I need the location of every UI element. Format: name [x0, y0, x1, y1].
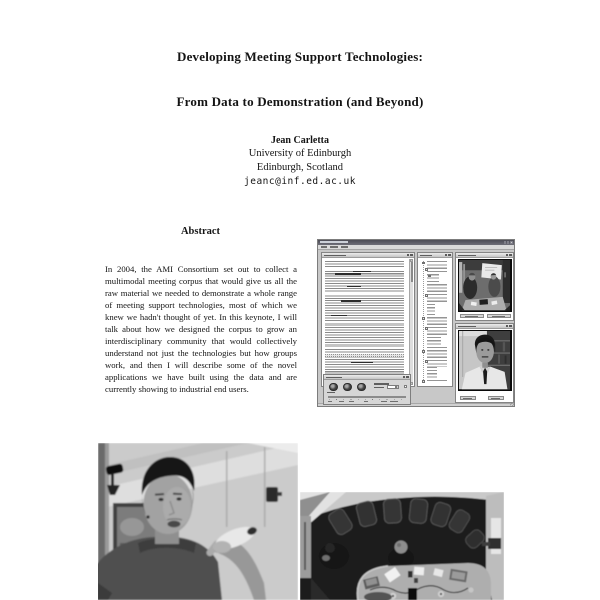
scrollbar-thumb	[411, 262, 413, 282]
tree-panel-header	[418, 253, 452, 258]
edit-icon	[509, 254, 511, 256]
abstract-body: In 2004, the AMI Consortium set out to collect a multimodal meeting corpus that would give us all the raw material we needed to demonstrate a whole range of meeting support technologies, most of which we knew we hadn't thought of yet. In this keynote, I will talk about how we designed the corpus to grow an interdisciplinary community that would collectively understand not just the technologies but how groups work, and then I will describe some of the novel applications we have built using the data and are currently showing to industrial end users.	[105, 264, 297, 395]
slider-ticks	[329, 399, 405, 401]
tree-expander-icon	[425, 268, 428, 271]
tree-expander-icon	[422, 317, 425, 320]
tick-label	[390, 401, 398, 402]
room-video-image	[459, 260, 510, 310]
closeup-photo-image	[98, 443, 298, 600]
paper-title-line-2: From Data to Demonstration (and Beyond)	[176, 94, 424, 109]
app-window	[317, 239, 515, 407]
author-name: Jean Carletta	[270, 135, 330, 146]
timeline-slider	[328, 396, 406, 398]
tick-label	[364, 401, 368, 402]
annotation-tree-panel	[417, 252, 453, 387]
player-panel	[323, 374, 411, 405]
player-label	[374, 387, 384, 389]
room-video-frame	[458, 259, 512, 312]
figure-photo-closeup	[98, 443, 298, 600]
time-field	[387, 385, 396, 390]
close-icon	[510, 241, 512, 244]
closeup-video-image	[459, 331, 510, 389]
tree-expander-icon	[425, 360, 428, 363]
edit-icon	[445, 254, 447, 256]
closeup-video-header	[456, 324, 513, 329]
menu-item	[321, 246, 327, 248]
player-panel-header	[324, 375, 410, 380]
tree-expander-icon	[425, 327, 428, 330]
author-affiliation-university: University of Edinburgh	[248, 148, 352, 159]
abstract-heading: Abstract	[180, 226, 221, 237]
edit-icon	[448, 254, 450, 256]
author-email: jeanc@inf.ed.ac.uk	[244, 176, 356, 187]
closeup-video-panel	[455, 323, 514, 403]
tree-expander-icon	[425, 294, 428, 297]
rewind-button-icon	[329, 383, 338, 392]
figure-photo-overhead	[300, 492, 504, 600]
edit-icon	[403, 376, 405, 378]
video-button	[487, 314, 511, 318]
edit-icon	[509, 325, 511, 327]
tick-label	[328, 401, 332, 402]
edit-icon	[506, 325, 508, 327]
closeup-video-controls	[458, 395, 512, 402]
edit-icon	[407, 254, 409, 256]
forward-button-icon	[357, 383, 366, 392]
room-video-panel	[455, 252, 514, 321]
closeup-video-title	[458, 326, 476, 328]
transcript-panel-title	[324, 255, 346, 257]
tick-label	[381, 401, 387, 402]
room-video-controls	[458, 313, 512, 320]
video-button	[460, 396, 476, 400]
menu-bar	[318, 245, 514, 250]
checkbox-icon	[404, 385, 407, 388]
tree-panel-title	[420, 255, 432, 257]
closeup-video-frame	[458, 330, 512, 391]
tick-label	[339, 401, 344, 402]
video-button	[460, 314, 484, 318]
close-icon	[406, 376, 408, 378]
video-button	[488, 396, 504, 400]
tree-expander-icon	[422, 262, 425, 265]
maximize-icon	[507, 241, 509, 244]
player-panel-title	[326, 377, 342, 379]
edit-icon	[410, 254, 412, 256]
window-title-text	[320, 241, 348, 243]
transcript-panel	[321, 252, 415, 387]
room-video-title	[458, 255, 476, 257]
author-affiliation-city: Edinburgh, Scotland	[256, 162, 344, 173]
slider-label	[327, 392, 335, 393]
menu-item	[341, 246, 348, 248]
resize-grip-icon	[510, 402, 514, 406]
menu-item	[330, 246, 338, 248]
tree-expander-icon	[422, 380, 425, 383]
transcript-text-area	[323, 259, 413, 385]
figure-app-screenshot	[317, 239, 515, 407]
tree-guide-line	[423, 261, 424, 382]
spinner-icon	[396, 385, 399, 390]
transcript-scrollbar	[409, 259, 413, 385]
transcript-panel-header	[322, 253, 414, 258]
play-button-icon	[343, 383, 352, 392]
tree-expander-icon	[428, 275, 431, 278]
edit-icon	[506, 254, 508, 256]
overhead-photo-image	[300, 492, 504, 600]
tree-view	[419, 259, 451, 385]
minimize-icon	[504, 241, 506, 244]
tick-label	[349, 401, 354, 402]
paper-title-line-1: Developing Meeting Support Technologies:	[177, 49, 423, 64]
room-video-header	[456, 253, 513, 258]
selected-transcript-row	[325, 354, 404, 357]
tree-expander-icon	[422, 350, 425, 353]
